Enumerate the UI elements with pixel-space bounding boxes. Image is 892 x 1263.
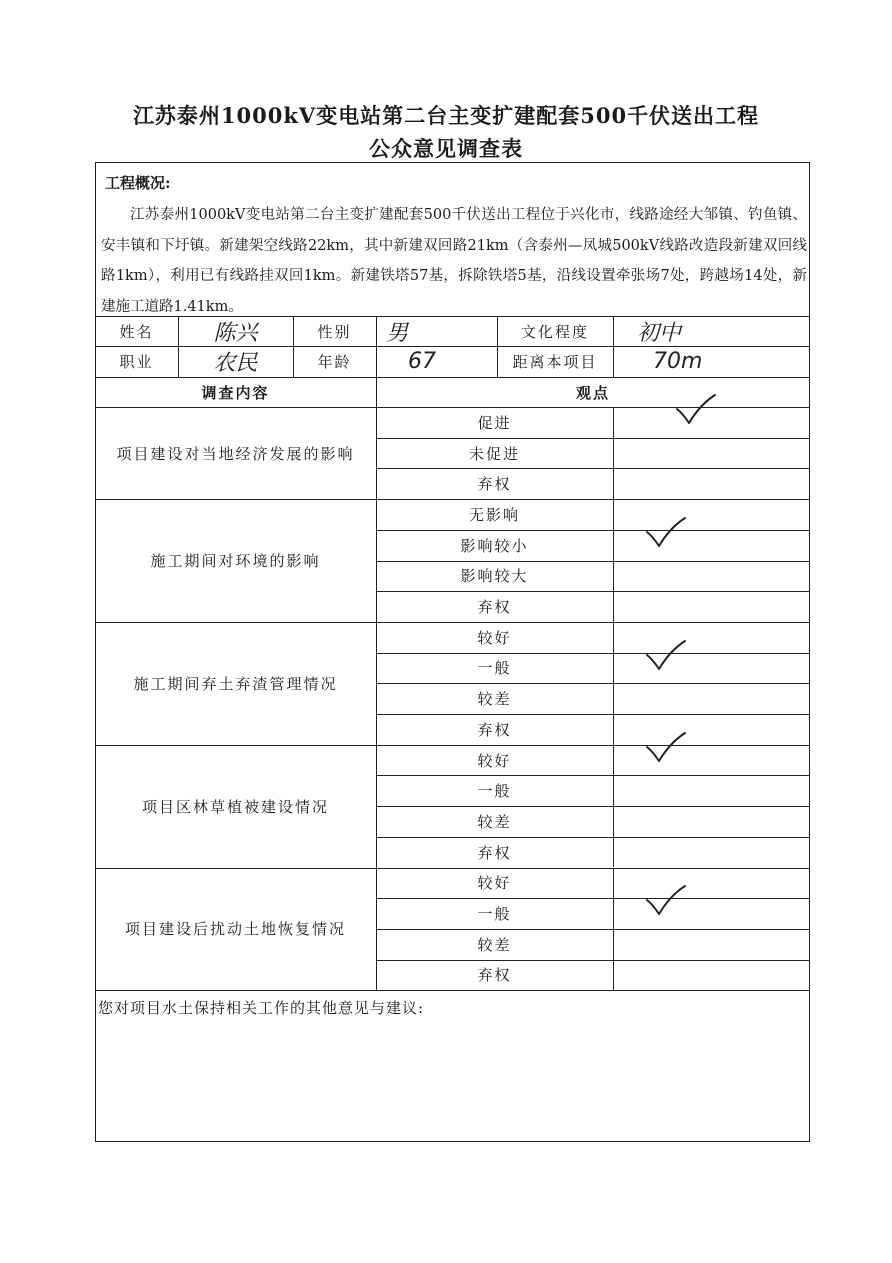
form-title: 江苏泰州1000kV变电站第二台主变扩建配套500千伏送出工程 (132, 103, 760, 128)
name-label: 姓名 (119, 322, 154, 341)
option-label: 无影响 (468, 505, 520, 524)
option-label: 一般 (477, 782, 512, 801)
overview-label: 工程概况: (105, 174, 171, 192)
option-label: 未促进 (468, 444, 520, 463)
option-label: 较差 (477, 690, 512, 709)
name-value: 陈兴 (213, 320, 258, 346)
suggestion-label: 您对项目水土保持相关工作的其他意见与建议: (98, 999, 425, 1017)
education-label: 文化程度 (520, 322, 589, 341)
option-checkbox[interactable] (613, 775, 810, 806)
checkmark-icon (643, 731, 687, 765)
option-checkbox[interactable] (613, 591, 810, 622)
checkmark-icon (643, 516, 687, 550)
checkmark-icon (643, 639, 687, 673)
distance-value: 70m (653, 349, 703, 374)
option-checkbox[interactable] (613, 407, 810, 438)
question-label: 施工期间对环境的影响 (150, 551, 321, 570)
option-label: 一般 (477, 905, 512, 924)
question-label: 项目区林草植被建设情况 (141, 797, 329, 816)
gender-label: 性别 (317, 322, 352, 341)
option-checkbox[interactable] (613, 898, 810, 929)
option-label: 影响较小 (460, 536, 529, 555)
checkmark-icon (643, 884, 687, 918)
option-label: 促进 (477, 413, 512, 432)
option-checkbox[interactable] (613, 745, 810, 776)
option-checkbox[interactable] (613, 683, 810, 714)
option-label: 弃权 (477, 843, 512, 862)
option-checkbox[interactable] (613, 960, 810, 991)
option-label: 一般 (477, 659, 512, 678)
content-header: 调查内容 (201, 383, 270, 402)
form-subtitle: 公众意见调查表 (369, 136, 523, 161)
option-label: 弃权 (477, 598, 512, 617)
checkmark-icon (673, 393, 717, 427)
option-checkbox[interactable] (613, 653, 810, 684)
suggestion-field[interactable] (98, 1022, 803, 1134)
opinion-header: 观点 (575, 383, 610, 402)
option-label: 弃权 (477, 720, 512, 739)
option-label: 影响较大 (460, 567, 529, 586)
divider (95, 990, 810, 991)
option-checkbox[interactable] (613, 530, 810, 561)
question-label: 项目建设对当地经济发展的影响 (116, 444, 355, 463)
option-label: 较差 (477, 812, 512, 831)
age-value: 67 (408, 349, 436, 374)
question-label: 项目建设后扰动土地恢复情况 (124, 920, 346, 939)
distance-label: 距离本项目 (512, 353, 598, 371)
option-checkbox[interactable] (613, 806, 810, 837)
question-label: 施工期间弃土弃渣管理情况 (133, 674, 338, 693)
option-label: 弃权 (477, 475, 512, 494)
age-label: 年龄 (317, 353, 352, 371)
overview-text: 江苏泰州1000kV变电站第二台主变扩建配套500千伏送出工程位于兴化市，线路途经大邹镇、钓鱼镇、安丰镇和下圩镇。新建架空线路22km，其中新建双回路21km（含泰州—凤城500kV线路改造段新建双回线路1km），利用已有线路挂双回1km。新建铁塔57基，拆除铁塔5基，沿线设置牵张场7处，跨越场14处，新建施工道路1.41km。 (101, 207, 807, 315)
option-checkbox[interactable] (613, 561, 810, 592)
gender-value: 男 (386, 320, 409, 346)
option-checkbox[interactable] (613, 837, 810, 868)
option-label: 较好 (477, 874, 512, 893)
option-label: 较差 (477, 935, 512, 954)
option-checkbox[interactable] (613, 929, 810, 960)
option-label: 弃权 (477, 966, 512, 985)
education-value: 初中 (637, 320, 682, 346)
option-label: 较好 (477, 628, 512, 647)
occupation-value: 农民 (213, 351, 258, 376)
option-checkbox[interactable] (613, 468, 810, 499)
occupation-label: 职业 (119, 353, 154, 371)
option-checkbox[interactable] (613, 438, 810, 469)
option-label: 较好 (477, 751, 512, 770)
